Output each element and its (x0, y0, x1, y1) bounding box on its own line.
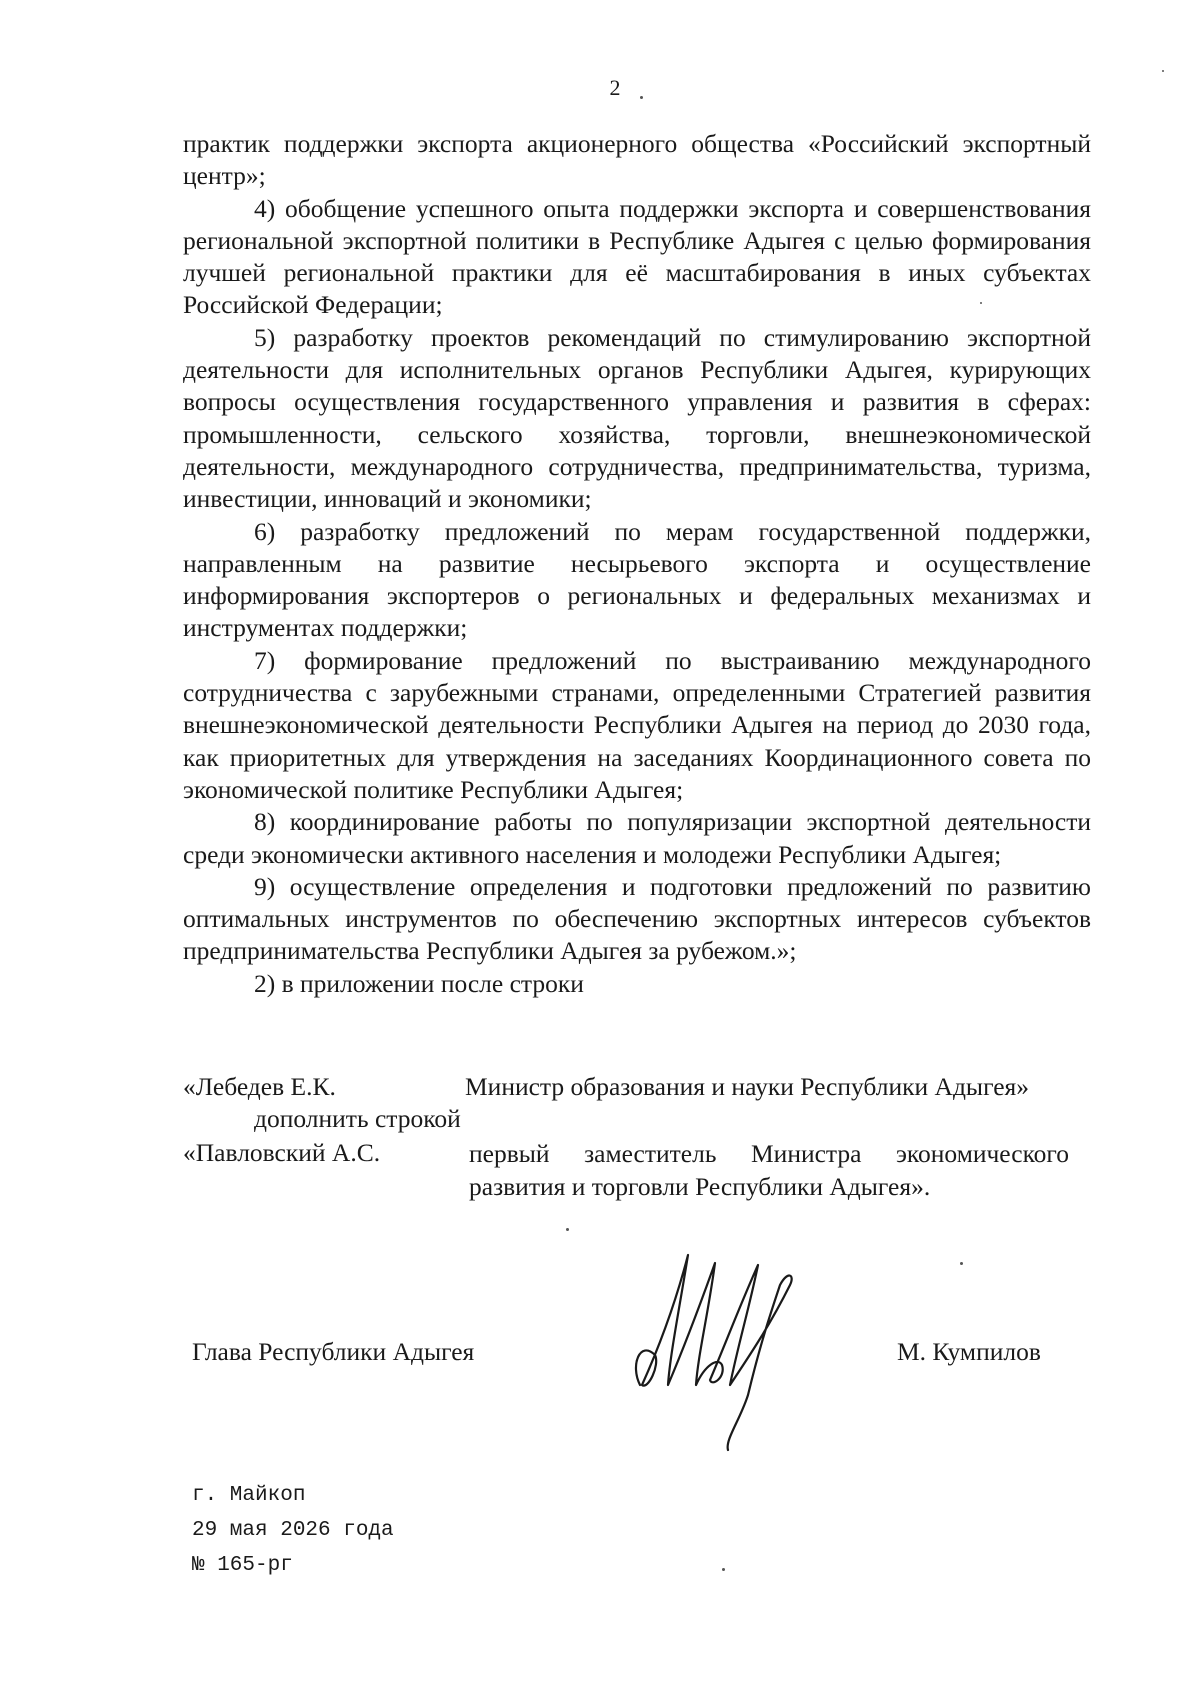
signatory-name: М. Кумпилов (897, 1337, 1041, 1366)
paragraph: 9) осуществление определения и подготовки предложений по развитию оптимальных инструментов по обеспечению экспортных интересов субъектов предпринимательства Республики Адыгея за рубежом.»; (183, 871, 1091, 966)
scan-speck (980, 302, 982, 304)
scan-speck (1162, 70, 1164, 72)
appendix-name: «Лебедев Е.К. (183, 1072, 336, 1101)
footer-city: г. Майкоп (192, 1484, 306, 1507)
document-footer (192, 1478, 394, 1583)
scan-speck (960, 1262, 963, 1265)
appendix-role-pavlovsky (469, 1137, 1069, 1203)
handwritten-signature (630, 1245, 810, 1455)
appendix-name: «Павловский А.С. (183, 1138, 381, 1167)
paragraph: 5) разработку проектов рекомендаций по стимулированию экспортной деятельности для исполнительных органов Республики Адыгея, курирующих вопросы осуществления государственного управления и развития в сферах: промышленности, сельского хозяйства, торговли, внешнеэкономической деятельности, международного сотрудничества, предпринимательства, туризма, инвестиции, инноваций и экономики; (183, 322, 1091, 514)
appendix-role: Министр образования и науки Республики Адыгея» (465, 1072, 1029, 1101)
scan-speck (640, 96, 643, 99)
paragraph: 2) в приложении после строки (254, 968, 584, 998)
footer-number: № 165-рг (192, 1554, 293, 1577)
body-text (183, 128, 1091, 1000)
paragraph: 4) обобщение успешного опыта поддержки экспорта и совершенствования региональной экспортной политики в Республике Адыгея с целью формирования лучшей региональной практики для её масштабирования в иных субъектах Российской Федерации; (183, 193, 1091, 320)
paragraph: 6) разработку предложений по мерам государственной поддержки, направленным на развитие несырьевого экспорта и осуществление информирования экспортеров о региональных и федеральных механизмах и инструментах поддержки; (183, 516, 1091, 643)
paragraph: 8) координирование работы по популяризации экспортной деятельности среди экономически активного населения и молодежи Республики Адыгея; (183, 807, 1091, 869)
paragraph: практик поддержки экспорта акционерного общества «Российский экспортный центр»; (183, 129, 1091, 191)
signatory-title: Глава Республики Адыгея (192, 1337, 475, 1366)
paragraph: 7) формирование предложений по выстраиванию международного сотрудничества с зарубежными странами, определенными Стратегией развития внешнеэкономической деятельности Республики Адыгея на период до 2030 года, как приоритетных для утверждения на заседаниях Координационного совета по экономической политике Республики Адыгея; (183, 645, 1091, 804)
scan-speck (722, 1568, 725, 1571)
appendix-role-line: первый заместитель Министра экономического (469, 1139, 1069, 1168)
scan-speck (566, 1228, 569, 1231)
footer-date: 29 мая 2026 года (192, 1519, 394, 1542)
appendix-role-line: развития и торговли Республики Адыгея». (469, 1172, 931, 1201)
page-number: 2 (609, 75, 621, 100)
appendix-add-line: дополнить строкой (254, 1104, 461, 1133)
